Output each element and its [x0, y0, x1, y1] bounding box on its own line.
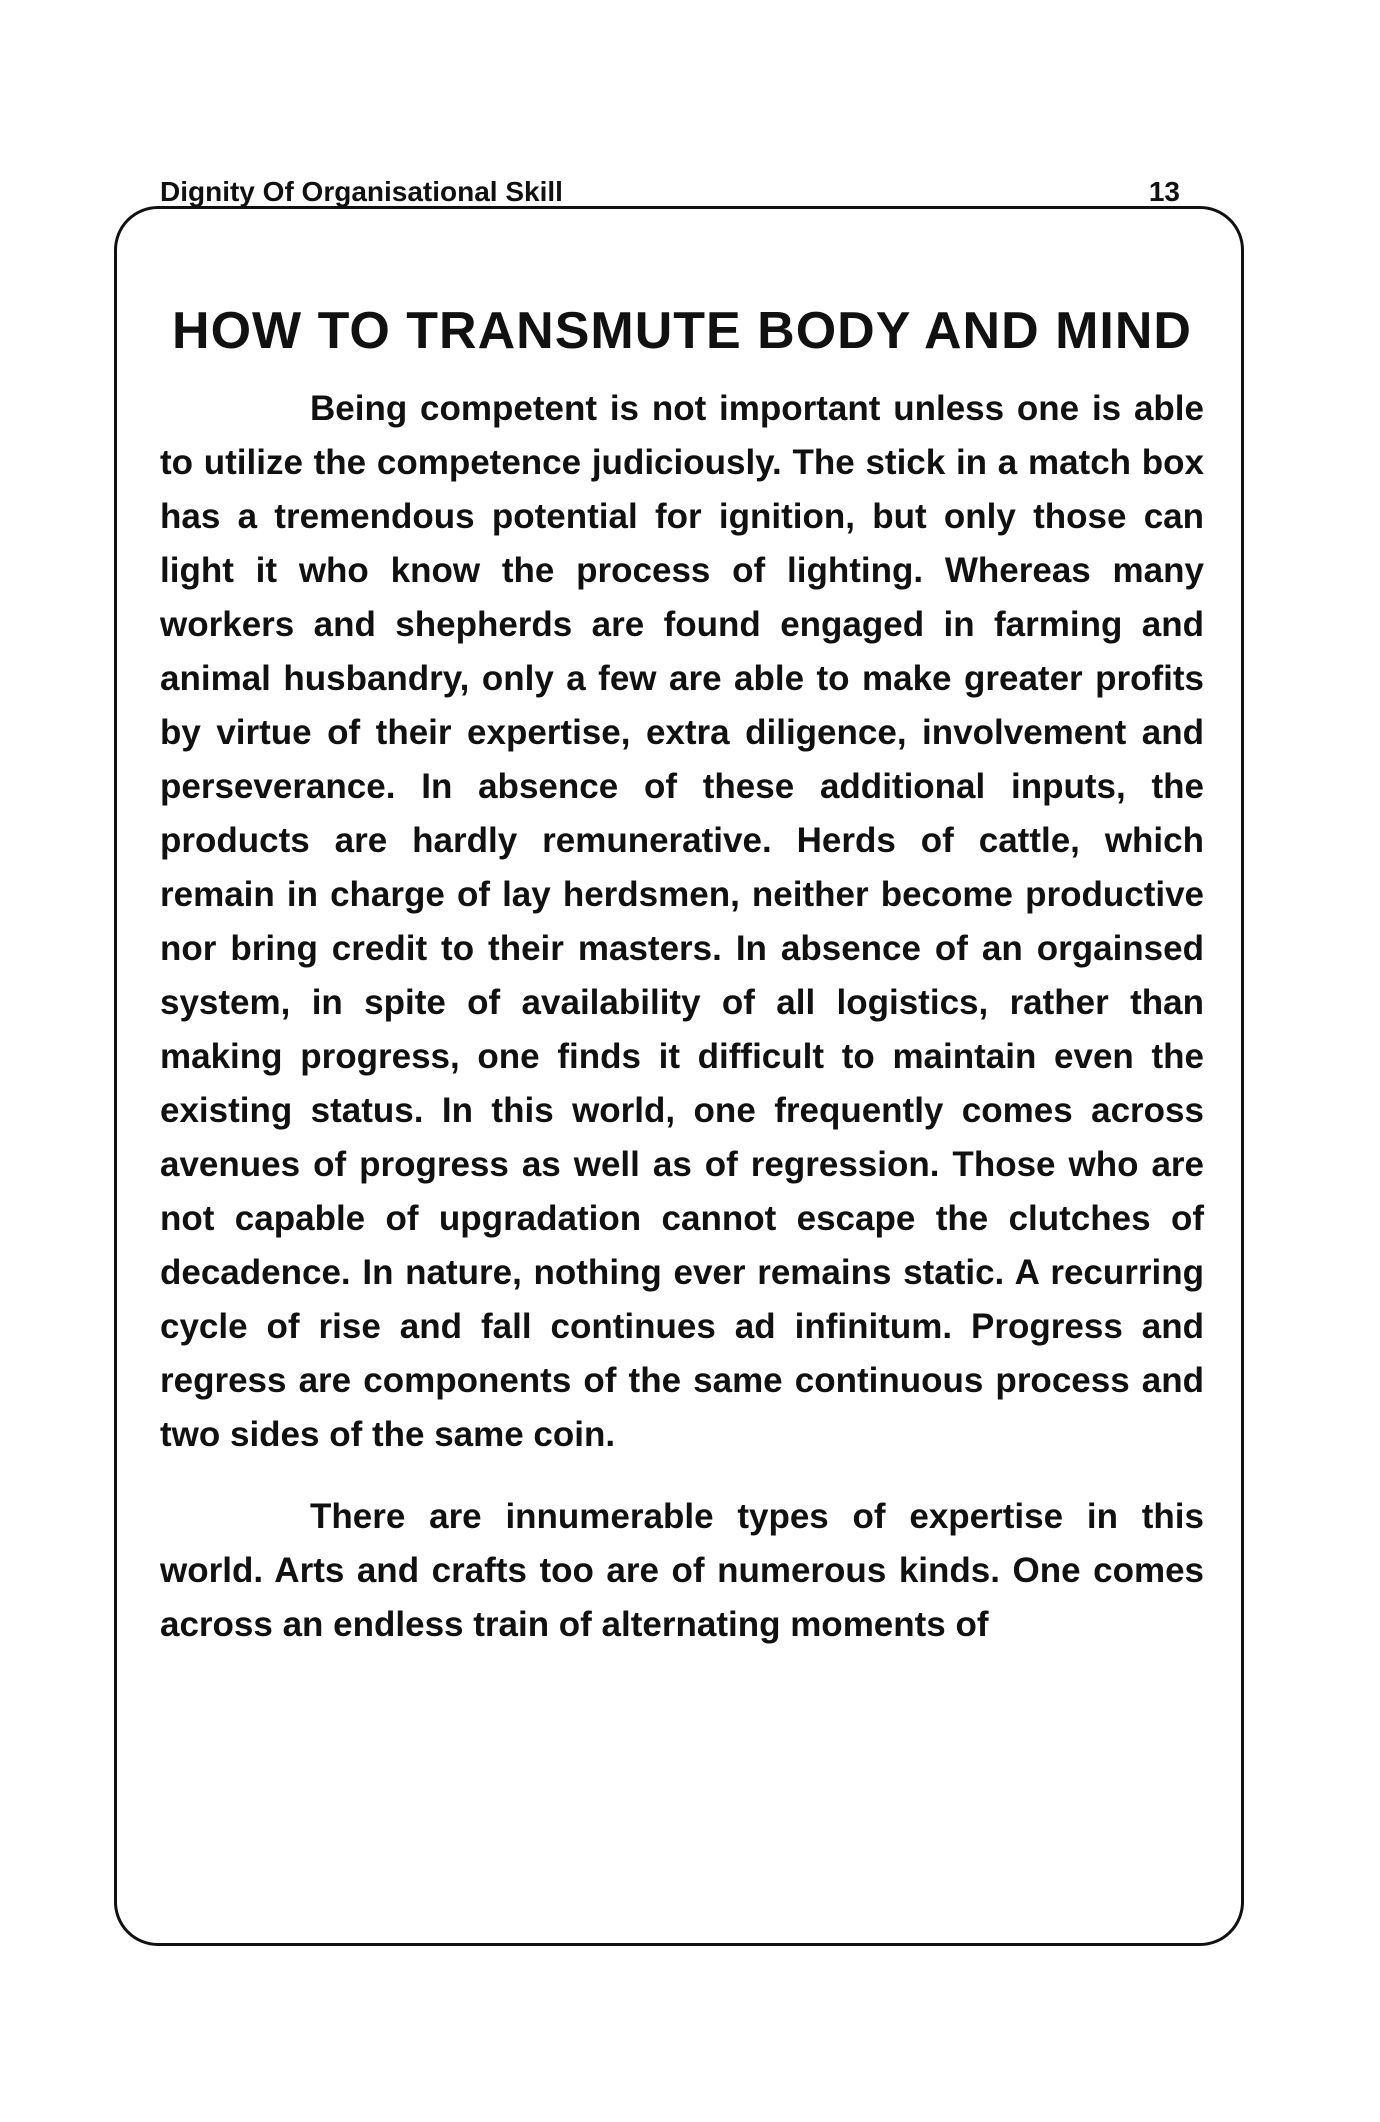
paragraph-2: There are innumerable types of expertise in this world. Arts and crafts too are of numerous kinds. One comes across an endless train of alternating moments of	[160, 1497, 1204, 1644]
running-title: Dignity Of Organisational Skill	[160, 176, 563, 207]
article-body	[160, 298, 1204, 1652]
page-number: 13	[1148, 176, 1180, 207]
paragraph-1: Being competent is not important unless one is able to utilize the competence judiciously. The stick in a match box has a tremendous potential for ignition, but only those can light it who know the process of lighting. Whereas many workers and shepherds are found engaged in farming and animal husbandry, only a few are able to make greater profits by virtue of their expertise, extra diligence, involvement and perseverance. In absence of these additional inputs, the products are hardly remunerative. Herds of cattle, which remain in charge of lay herdsmen, neither become productive nor bring credit to their masters. In absence of an orgainsed system, in spite of availability of all logistics, rather than making progress, one finds it difficult to maintain even the existing status. In this world, one frequently comes across avenues of progress as well as of regression. Those who are not capable of upgradation cannot escape the clutches of decadence. In nature, nothing ever remains static. A recurring cycle of rise and fall continues ad infinitum. Progress and regress are components of the same continuous process and two sides of the same coin.	[160, 389, 1204, 1454]
article-heading: HOW TO TRANSMUTE BODY AND MIND	[172, 302, 1192, 360]
